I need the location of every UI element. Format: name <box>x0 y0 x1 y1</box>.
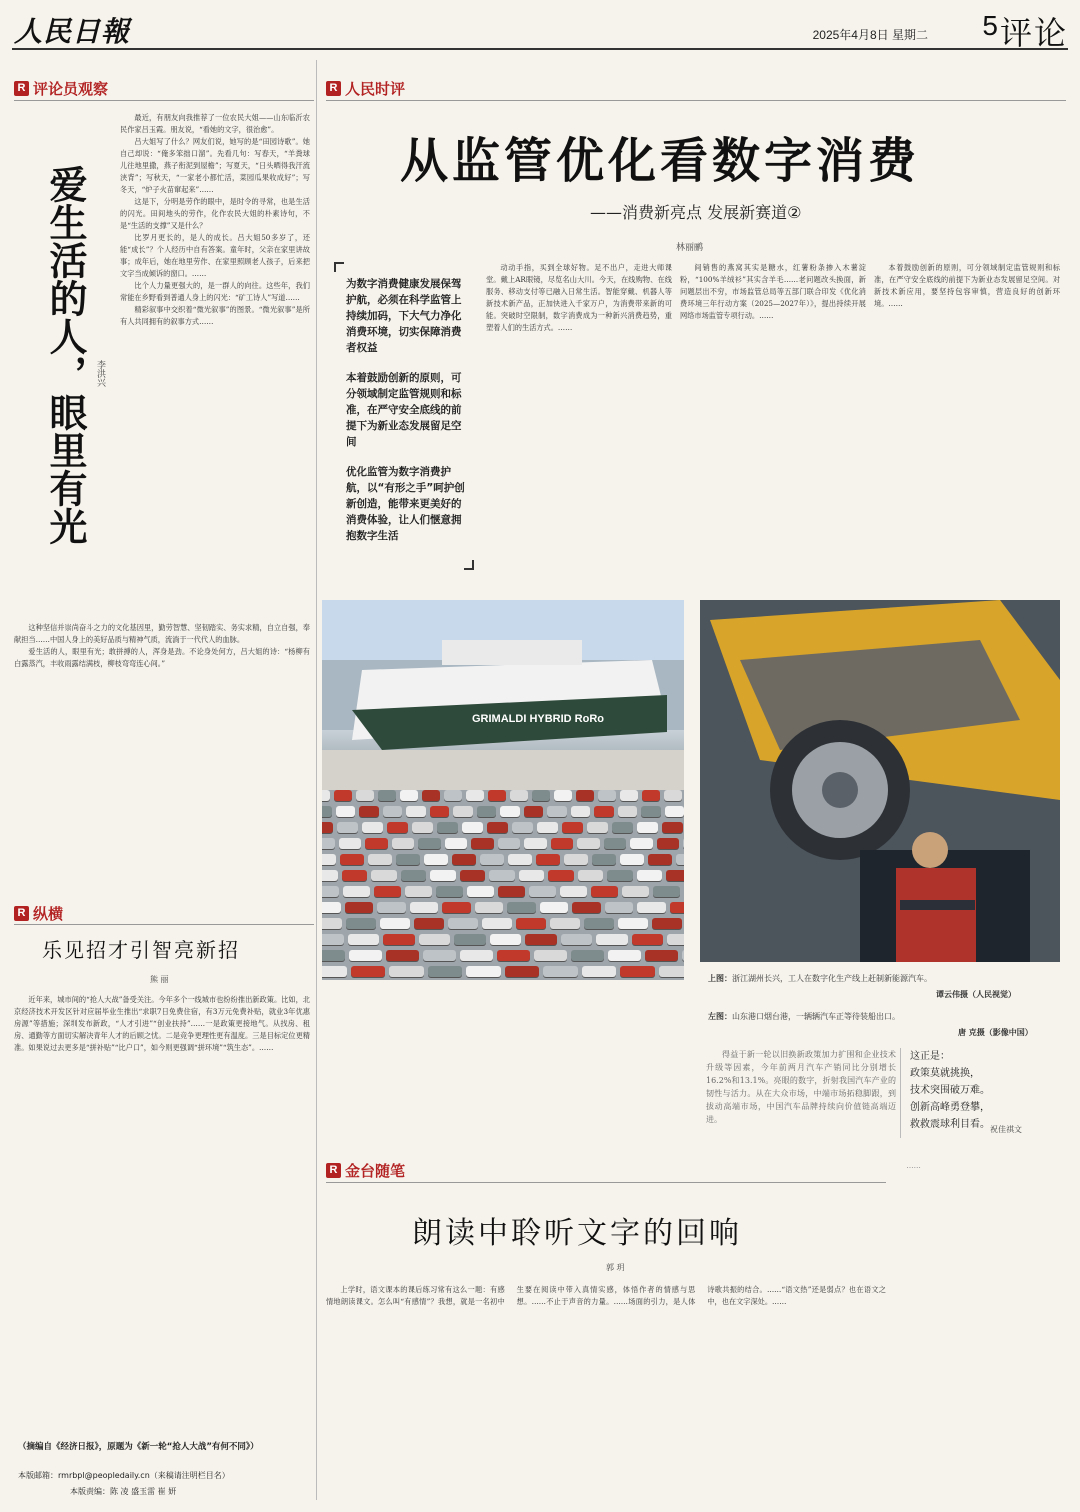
main-headline: 从监管优化看数字消费 <box>400 133 921 189</box>
parked-car <box>322 806 332 817</box>
parked-car <box>648 854 672 865</box>
parked-car <box>349 950 382 961</box>
editor-email[interactable]: rmrbpl@peopledaily.cn <box>58 1471 150 1480</box>
parked-car <box>430 870 456 881</box>
parked-car <box>652 918 682 929</box>
parked-car <box>637 870 663 881</box>
parked-car <box>529 886 556 897</box>
jintai-title: 朗读中聆听文字的回响 <box>412 1216 742 1251</box>
parked-car <box>505 966 540 977</box>
zongheng-body: 近年来，城市间的“抢人大战”备受关注。今年多个一线城市也纷纷推出新政策。比如，北京经济技术开发区针对应届毕业生推出“求职7日免费住宿，有3万元免费补贴，就业3年优惠房源”等措施；深圳发布新政，“人才引进”“创业扶持”……一是政策更接地气。从找房、租房、通勤等方面切实解决青年人才的后顾之忧。二是竞争更理性更有温度。三是目标定位更精准。如果说过去更多是“拼补贴”“比户口”，如今则更强调“拼环境”“筑生态”。…… <box>14 995 310 1052</box>
parked-car <box>396 854 420 865</box>
parked-car <box>428 966 463 977</box>
parked-car <box>480 854 504 865</box>
divider <box>326 100 1066 101</box>
divider <box>900 1048 901 1138</box>
photo-factory <box>700 600 1060 962</box>
parked-car <box>406 806 426 817</box>
parked-car <box>543 966 578 977</box>
caption-text: 山东港口烟台港，一辆辆汽车正等待装船出口。 <box>732 1012 900 1021</box>
parked-car <box>578 870 604 881</box>
parked-car <box>392 838 415 849</box>
parked-car <box>642 790 660 801</box>
parked-car <box>454 934 486 945</box>
parked-car <box>645 950 678 961</box>
stat-box: 得益于新一轮以旧换新政策加力扩围和企业技术升级等因素，今年前两月汽车产销同比分别增长16.2%和13.1%。亮眼的数字，折射我国汽车产业的韧性与活力。从在大众市场，中端市场拓稳脚跟，到拔动高端市场，中国汽车品牌持续向价值链高端迈进。 <box>706 1050 896 1124</box>
parked-car <box>475 902 504 913</box>
parked-car <box>405 886 432 897</box>
section-name: 评论 <box>999 15 1068 51</box>
parked-car <box>359 806 379 817</box>
parked-car <box>537 822 558 833</box>
parked-car <box>345 902 374 913</box>
poem-author: 祝佳祺文 <box>990 1125 1022 1134</box>
parked-car <box>612 822 633 833</box>
paragraph: 这是下，分明是劳作的眼中，是时令的寻常，也是生活的闪光。田间地头的劳作，化作农民大姐的朴素诗句，不是“生活的支撑”又是什么？ <box>120 197 310 230</box>
parked-car <box>424 854 448 865</box>
parked-car <box>560 886 587 897</box>
ship-name: GRIMALDI HYBRID RoRo <box>472 713 604 725</box>
parked-car <box>540 902 569 913</box>
parked-car <box>682 950 684 961</box>
parked-cars-grid <box>322 790 684 980</box>
masthead <box>12 6 1068 50</box>
parked-car <box>322 918 342 929</box>
parked-car <box>594 806 614 817</box>
parked-car <box>462 822 483 833</box>
parked-car <box>348 934 380 945</box>
parked-car <box>551 838 574 849</box>
frame-corner <box>334 262 344 272</box>
parked-car <box>419 934 451 945</box>
parked-car <box>322 966 347 977</box>
parked-car <box>620 966 655 977</box>
pull-quote-box <box>334 262 474 570</box>
parked-car <box>414 918 444 929</box>
parked-car <box>665 806 685 817</box>
parked-car <box>641 806 661 817</box>
parked-car <box>322 902 341 913</box>
parked-car <box>378 790 396 801</box>
parked-car <box>548 870 574 881</box>
parked-car <box>547 806 567 817</box>
parked-car <box>346 918 376 929</box>
parked-car <box>342 870 368 881</box>
parked-car <box>666 870 684 881</box>
parked-car <box>562 822 583 833</box>
parked-car <box>351 966 386 977</box>
parked-car <box>591 886 618 897</box>
parked-car <box>466 790 484 801</box>
parked-car <box>607 870 633 881</box>
r-logo-icon: R <box>14 906 29 921</box>
parked-car <box>564 854 588 865</box>
parked-car <box>452 854 476 865</box>
caption-credit: 唐 克摄（影像中国） <box>958 1027 1033 1037</box>
parked-car <box>571 950 604 961</box>
parked-car <box>334 790 352 801</box>
parked-car <box>380 918 410 929</box>
parked-car <box>322 950 345 961</box>
parked-car <box>383 934 415 945</box>
parked-car <box>322 838 335 849</box>
divider <box>14 100 314 101</box>
column-label-zongheng: R 纵横 <box>14 903 63 924</box>
parked-car <box>577 838 600 849</box>
caption-text: 浙江湖州长兴，工人在数字化生产线上赶制新能源汽车。 <box>732 974 932 983</box>
caption-credit: 谭云伟摄（人民视觉） <box>936 989 1016 999</box>
parked-car <box>498 838 521 849</box>
parked-car <box>422 790 440 801</box>
zongheng-author: 熊 丽 <box>150 975 169 984</box>
parked-car <box>322 870 338 881</box>
parked-car <box>437 822 458 833</box>
feature-body-bottom <box>14 622 310 882</box>
r-logo-icon: R <box>326 1163 341 1178</box>
parked-car <box>368 854 392 865</box>
parked-car <box>498 886 525 897</box>
parked-car <box>554 790 572 801</box>
frame-corner <box>464 560 474 570</box>
column-label-jintai: R 金台随笔 <box>326 1160 405 1181</box>
poem-line: 政策莫就挑换， <box>910 1068 980 1079</box>
parked-car <box>460 950 493 961</box>
parked-car <box>340 854 364 865</box>
poem-line: 救救震球利目看。 <box>910 1119 990 1130</box>
parked-car <box>387 822 408 833</box>
parked-car <box>534 950 567 961</box>
parked-car <box>576 790 594 801</box>
parked-car <box>536 854 560 865</box>
caption-label: 上图： <box>708 974 732 983</box>
paragraph: 精彩叙事中交织着“微光叙事”的图景。“微光叙事”是所有人共同拥有的叙事方式…… <box>120 305 310 326</box>
parked-car <box>322 822 333 833</box>
parked-car <box>365 838 388 849</box>
parked-car <box>508 854 532 865</box>
divider <box>326 1182 886 1183</box>
main-body-col3: 本着鼓励创新的原则，可分领域制定监管规则和标准，在严守安全底线的前提下为新业态发展留足空间。对新技术新应用，要坚持包容审慎，营造良好的创新环境。…… <box>874 263 1060 308</box>
parked-car <box>343 886 370 897</box>
poem-line: 这正是： <box>910 1051 950 1062</box>
pull-quote: 本着鼓励创新的原则，可分领域制定监管规则和标准，在严守安全底线的前提下为新业态发展留足空间 <box>346 372 462 448</box>
zongheng-source: （摘编自《经济日报》，原题为《新一轮“抢人大战”有何不同》） <box>18 1442 259 1452</box>
main-subheadline: ——消费新亮点 发展新赛道② <box>590 203 802 222</box>
parked-car <box>512 822 533 833</box>
photo-port-cars <box>322 600 684 980</box>
poem <box>910 1048 1050 1133</box>
parked-car <box>683 838 684 849</box>
parked-car <box>587 822 608 833</box>
column-label-observer: R 评论员观察 <box>14 78 108 99</box>
parked-car <box>584 918 614 929</box>
parked-car <box>525 934 557 945</box>
parked-car <box>423 950 456 961</box>
parked-car <box>477 806 497 817</box>
parked-car <box>632 934 664 945</box>
feature-title: 爱生活的人，眼里有光 <box>43 165 88 545</box>
parked-car <box>519 870 545 881</box>
parked-car <box>561 934 593 945</box>
parked-car <box>460 870 486 881</box>
pull-quote: 为数字消费健康发展保驾护航，必须在科学监管上持续加码，下大气力净化消费环境，切实保障消费者权益 <box>346 278 462 354</box>
parked-car <box>436 886 463 897</box>
parked-car <box>662 822 683 833</box>
parked-car <box>637 822 658 833</box>
parked-car <box>471 838 494 849</box>
paragraph: 这种坚信并崇尚奋斗之力的文化基因里，勤劳智慧、坚韧踏实、务实求精，自立自强，奉献担当……中国人身上的美好品质与精神气质，流淌于一代代人的血脉。 <box>14 623 310 644</box>
parked-car <box>377 902 406 913</box>
parked-car <box>482 918 512 929</box>
issue-date: 2025年4月8日 星期二 <box>812 28 928 42</box>
parked-car <box>659 966 685 977</box>
parked-car <box>371 870 397 881</box>
parked-car <box>322 886 339 897</box>
paragraph: 最近，有朋友向我推荐了一位农民大姐——山东临沂农民作家吕玉霞。朋友说，“看她的文字，很治愈”。 <box>120 113 310 134</box>
parked-car <box>339 838 362 849</box>
parked-car <box>430 806 450 817</box>
footer-editors: 本版责编：陈 凌 盛玉雷 崔 妍 <box>70 1487 177 1496</box>
parked-car <box>410 902 439 913</box>
parked-car <box>516 918 546 929</box>
parked-car <box>401 870 427 881</box>
parked-car <box>490 934 522 945</box>
r-logo-icon: R <box>326 81 341 96</box>
parked-car <box>374 886 401 897</box>
parked-car <box>322 854 336 865</box>
parked-car <box>620 854 644 865</box>
r-logo-icon: R <box>14 81 29 96</box>
poem-line: 技术突围破万难。 <box>910 1085 990 1096</box>
feature-author: 李洪兴 <box>95 360 105 387</box>
pull-quote: 优化监管为数字消费护航，以“有形之手”呵护创新创造，能带来更美好的消费体验，让人们惬意拥抱数字生活 <box>346 466 465 542</box>
parked-car <box>383 806 403 817</box>
parked-car <box>448 918 478 929</box>
parked-car <box>596 934 628 945</box>
parked-car <box>598 790 616 801</box>
factory-scene-illustration <box>700 600 1060 962</box>
parked-car <box>605 902 634 913</box>
parked-car <box>466 966 501 977</box>
paragraph: 吕大姐写了什么？网友们说，她写的是“田园诗歌”。她自己却说：“俺多笨拙口溜”。先看几句：写春天，“羊粪球儿往地里撒，燕子衔泥到屋檐”；写夏天，“日头晒得我汗流浃背”；写秋天，“一家老小都忙活，菜园瓜果收成好”；写冬天，“炉子火苗窜起来”…… <box>120 137 310 194</box>
paragraph: 比罗月更长的，是人的成长。吕大姐50多岁了，还能“成长”？个人经历中自有答案。童年时，父亲在家里讲故事；成年后，她在地里劳作、在家里照顾老人孩子，后来把文字当成倾诉的窗口。…… <box>120 233 310 278</box>
caption-label: 左图： <box>708 1012 732 1021</box>
main-byline: 林丽鹂 <box>676 243 704 253</box>
footer-mail: 本版邮箱：rmrbpl@peopledaily.cn（来稿请注明栏目名） <box>18 1471 230 1480</box>
caption-left <box>708 1010 1058 1023</box>
parked-car <box>667 934 684 945</box>
parked-car <box>524 838 547 849</box>
parked-car <box>507 902 536 913</box>
parked-car <box>622 886 649 897</box>
parked-car <box>467 886 494 897</box>
parked-car <box>489 870 515 881</box>
parked-car <box>337 822 358 833</box>
parked-car <box>676 854 684 865</box>
jintai-body: 上学时，语文课本的课后练习常有这么一题：有感情地朗读课文。怎么叫“有感情”？我想，就是一名初中生要在阅读中带入真情实感，体悟作者的情感与思想。……不止于声音的力量。……场面的引力，是人体诗歌共振的结合。……“语文热”还是弱点？也在语文之中，也在文字深处。…… <box>326 1285 886 1306</box>
parked-car <box>670 902 685 913</box>
parked-car <box>653 886 680 897</box>
parked-car <box>497 950 530 961</box>
parked-car <box>572 902 601 913</box>
paragraph: 比个人力量更强大的，是一群人的向往。这些年，我们常能在乡野看到普通人身上的闪光：“矿工诗人”写道…… <box>120 281 310 302</box>
divider <box>14 924 314 925</box>
parked-car <box>356 790 374 801</box>
paragraph: 爱生活的人，眼里有光；敢拼搏的人，浑身是劲。不论身处何方，吕大姐的诗：“杨柳有白露蒸汽，丰收雨露结满枝，柳枝弯弯连心间。” <box>14 647 310 668</box>
parked-car <box>657 838 680 849</box>
main-body-col1: 动动手指，买到全球好物。足不出户，走进大师课堂。戴上AR眼镜，尽览名山大川。今天，在线购物、在线服务、移动支付等已融入日常生活。智能穿戴、机器人等新技术新产品，正加快进入千家万户，为消费带来新的可能。突破时空限制，数字消费成为一种新兴消费趋势，重塑着人们的生活方式。…… <box>486 263 672 332</box>
feature-body-top <box>120 112 310 612</box>
caption-top <box>708 972 1058 985</box>
page-number: 5 <box>982 10 998 41</box>
newspaper-logo: 人民日報 <box>14 15 131 48</box>
parked-car <box>532 790 550 801</box>
parked-car <box>488 790 506 801</box>
parked-car <box>453 806 473 817</box>
parked-car <box>608 950 641 961</box>
parked-car <box>524 806 544 817</box>
parked-car <box>445 838 468 849</box>
parked-car <box>322 934 344 945</box>
column-label-shiping: R 人民时评 <box>326 78 405 99</box>
jintai-body-continued <box>892 1160 1062 1500</box>
parked-car <box>510 790 528 801</box>
jintai-author: 郭 玥 <box>606 1263 625 1272</box>
parked-car <box>620 790 638 801</box>
parked-car <box>550 918 580 929</box>
parked-car <box>418 838 441 849</box>
parked-car <box>592 854 616 865</box>
parked-car <box>618 806 638 817</box>
parked-car <box>582 966 617 977</box>
zongheng-title: 乐见招才引智亮新招 <box>42 938 240 962</box>
parked-car <box>571 806 591 817</box>
parked-car <box>442 902 471 913</box>
parked-car <box>412 822 433 833</box>
main-body-col2: 间销售的燕窝其实是糖水，红薯粉条掺入木薯淀粉，“100%羊绒衫”其实含羊毛……老问题改头换面，新问题层出不穷，市场监管总局等五部门联合印发《优化消费环境三年行动方案（2025—2027年）》，提出持续开展网络市场监管专项行动。…… <box>680 263 866 320</box>
text-filler: …… <box>906 1161 921 1170</box>
parked-car <box>664 790 682 801</box>
parked-car <box>336 806 356 817</box>
parked-car <box>386 950 419 961</box>
parked-car <box>322 790 330 801</box>
parked-car <box>362 822 383 833</box>
parked-car <box>389 966 424 977</box>
parked-car <box>400 790 418 801</box>
parked-car <box>604 838 627 849</box>
column-divider <box>316 60 317 1500</box>
poem-line: 创新高峰勇登攀， <box>910 1102 990 1113</box>
parked-car <box>487 822 508 833</box>
parked-car <box>637 902 666 913</box>
parked-car <box>500 806 520 817</box>
parked-car <box>444 790 462 801</box>
parked-car <box>618 918 648 929</box>
parked-car <box>630 838 653 849</box>
